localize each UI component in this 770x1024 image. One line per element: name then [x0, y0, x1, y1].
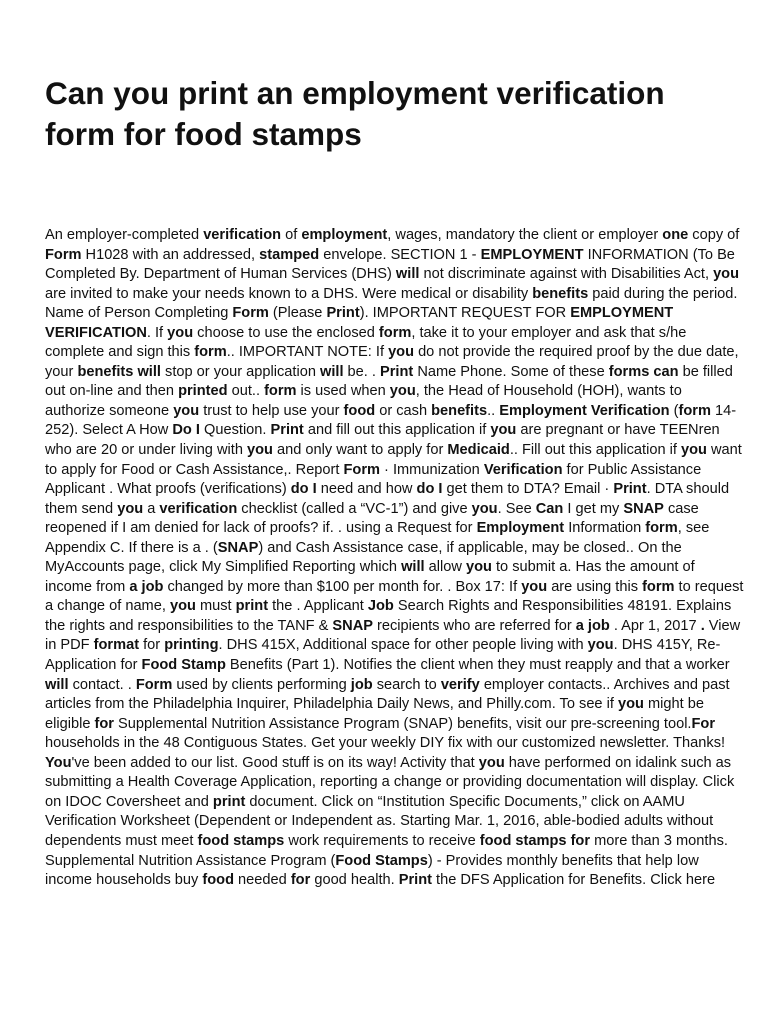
- highlighted-keyword: job: [350, 676, 373, 693]
- highlighted-keyword: benefits: [532, 285, 589, 302]
- text-run: choose to use the enclosed: [193, 324, 379, 341]
- page-title: Can you print an employment verification form for food stamps: [45, 75, 665, 152]
- highlighted-keyword: verification: [203, 227, 282, 243]
- highlighted-keyword: do I: [416, 481, 443, 498]
- text-run: Information: [564, 520, 646, 537]
- text-run: not discriminate against with Disabilities Act,: [419, 266, 714, 283]
- highlighted-keyword: Form: [45, 246, 82, 263]
- body-paragraph: [45, 226, 745, 891]
- highlighted-keyword: Form: [232, 305, 269, 322]
- highlighted-keyword: Food Stamp: [141, 657, 226, 674]
- text-run: document. Click on “Institution Specific Documents,” click on AAMU Verification Worksheet (Dependent or Independent as. Starting Mar. 1, 2016, able-bodied adults without dependents must meet: [45, 793, 714, 849]
- text-run: 14-252). Select A How: [45, 402, 737, 439]
- highlighted-keyword: Can: [535, 500, 564, 517]
- text-run: , take it to your employer and ask that s/he complete and sign this: [45, 324, 687, 361]
- highlighted-keyword: SNAP: [623, 500, 664, 517]
- highlighted-keyword: Print: [326, 305, 360, 322]
- highlighted-keyword: a job: [575, 617, 610, 634]
- highlighted-keyword: food: [202, 872, 234, 889]
- highlighted-keyword: you: [167, 324, 194, 341]
- text-run: . If: [146, 324, 168, 341]
- text-run: .. IMPORTANT NOTE: If: [226, 344, 389, 361]
- highlighted-keyword: will: [395, 266, 420, 283]
- highlighted-keyword: Print: [380, 363, 414, 380]
- text-run: ) - Provides monthly benefits that help low income households buy: [45, 852, 699, 889]
- highlighted-keyword: form: [642, 578, 675, 595]
- highlighted-keyword: Print: [398, 872, 432, 889]
- highlighted-keyword: you: [587, 637, 614, 654]
- highlighted-keyword: you: [247, 442, 273, 459]
- text-run: Benefits (Part 1). Notifies the client when they must reapply and that a worker: [225, 657, 730, 674]
- text-run: ..: [487, 402, 500, 419]
- highlighted-keyword: forms can: [608, 363, 679, 380]
- highlighted-keyword: you: [465, 559, 492, 576]
- text-run: is used when: [296, 383, 390, 400]
- highlighted-keyword: you: [521, 578, 548, 595]
- highlighted-keyword: you: [169, 598, 196, 615]
- text-run: Supplemental Nutrition Assistance Program (SNAP) benefits, visit our pre-screening tool.: [113, 715, 692, 732]
- text-run: , wages, mandatory the client or employer: [387, 227, 663, 243]
- highlighted-keyword: Verification: [483, 461, 563, 478]
- text-run: Question.: [199, 422, 271, 439]
- text-run: stop or your application: [160, 363, 320, 380]
- highlighted-keyword: food: [343, 402, 376, 419]
- text-run: allow: [424, 559, 466, 576]
- text-run: copy of: [688, 227, 740, 243]
- text-run: ). IMPORTANT REQUEST FOR: [359, 305, 571, 322]
- text-run: . DHS 415Y, Re-Application for: [45, 637, 721, 674]
- text-run: · Immunization: [380, 461, 484, 478]
- highlighted-keyword: food stamps: [197, 832, 285, 849]
- text-run: search to: [372, 676, 441, 693]
- highlighted-keyword: Employment Verification: [499, 402, 670, 419]
- text-run: want to apply for Food or Cash Assistance,. Report: [45, 442, 742, 478]
- highlighted-keyword: will: [319, 363, 344, 380]
- highlighted-keyword: Employment: [476, 520, 565, 537]
- text-run: households in the 48 Contiguous States. Get your weekly DIY fix with our customized newsletter. Thanks!: [45, 735, 726, 752]
- highlighted-keyword: print: [235, 598, 269, 615]
- text-run: for: [139, 637, 165, 654]
- highlighted-keyword: employment: [301, 227, 388, 243]
- text-run: . DTA should them send: [45, 481, 730, 517]
- text-run: An employer-completed: [45, 227, 204, 243]
- text-run: .. Fill out this application if: [509, 442, 681, 459]
- highlighted-keyword: you: [680, 442, 707, 459]
- text-run: do not provide the required proof by the due date, your: [45, 344, 739, 380]
- text-run: out..: [227, 383, 265, 400]
- highlighted-keyword: you: [389, 383, 416, 400]
- highlighted-keyword: SNAP: [332, 617, 373, 634]
- text-run: 've been added to our list. Good stuff is on its way! Activity that: [71, 754, 479, 771]
- highlighted-keyword: form: [378, 324, 412, 341]
- highlighted-keyword: verification: [159, 500, 238, 517]
- text-run: H1028 with an addressed,: [81, 246, 260, 263]
- highlighted-keyword: Form: [343, 461, 380, 478]
- text-run: I get my: [563, 500, 624, 517]
- text-run: changed by more than $100 per month for. . Box 17: If: [163, 578, 522, 595]
- text-run: , the Head of Household (HOH), wants to authorize someone: [45, 383, 682, 419]
- highlighted-keyword: Food Stamps: [335, 852, 428, 869]
- text-run: envelope. SECTION 1 -: [319, 246, 481, 263]
- text-run: might be eligible: [45, 696, 704, 732]
- text-run: View in PDF: [45, 617, 741, 654]
- highlighted-keyword: Form: [135, 676, 173, 693]
- text-run: INFORMATION (To Be Completed By. Department of Human Services (DHS): [45, 246, 735, 283]
- highlighted-keyword: will: [45, 676, 69, 693]
- highlighted-keyword: print: [212, 793, 246, 810]
- highlighted-keyword: one: [662, 227, 689, 243]
- highlighted-keyword: you: [478, 754, 505, 771]
- highlighted-keyword: SNAP: [217, 539, 259, 556]
- highlighted-keyword: you: [471, 500, 498, 517]
- highlighted-keyword: format: [93, 637, 140, 654]
- text-run: be. .: [343, 363, 381, 380]
- highlighted-keyword: .: [700, 617, 705, 634]
- text-run: must: [195, 598, 236, 615]
- highlighted-keyword: form: [194, 344, 227, 361]
- highlighted-keyword: a job: [129, 578, 164, 595]
- text-run: and only want to apply for: [272, 442, 448, 459]
- text-run: . Apr 1, 2017: [609, 617, 701, 634]
- text-run: be filled out on-line and then: [45, 363, 733, 400]
- highlighted-keyword: form: [645, 520, 678, 537]
- highlighted-keyword: you: [713, 266, 740, 283]
- text-run: the . Applicant: [268, 598, 368, 615]
- highlighted-keyword: Medicaid: [447, 442, 510, 459]
- highlighted-keyword: Print: [270, 422, 304, 439]
- text-run: Name Phone. Some of these: [413, 363, 609, 380]
- highlighted-keyword: benefits: [431, 402, 488, 419]
- highlighted-keyword: For: [691, 715, 716, 732]
- text-run: case reopened if I am denied for lack of proofs? if. . using a Request for: [45, 500, 699, 537]
- highlighted-keyword: Job: [367, 598, 394, 615]
- highlighted-keyword: benefits will: [77, 363, 161, 380]
- highlighted-keyword: EMPLOYMENT: [480, 246, 584, 263]
- highlighted-keyword: stamped: [259, 246, 320, 263]
- highlighted-keyword: will: [401, 559, 425, 576]
- highlighted-keyword: Do I: [172, 422, 200, 439]
- text-run: work requirements to receive: [284, 832, 480, 849]
- highlighted-keyword: you: [388, 344, 415, 361]
- highlighted-keyword: for: [290, 872, 311, 889]
- text-run: trust to help use your: [199, 402, 344, 419]
- text-run: are invited to make your needs known to a DHS. Were medical or disability: [45, 285, 533, 302]
- text-run: are pregnant or have TEENren who are 20 or under living with: [45, 422, 720, 459]
- text-run: need and how: [316, 481, 417, 498]
- text-run: are using this: [547, 578, 643, 595]
- text-run: . See: [497, 500, 536, 517]
- text-run: the DFS Application for Benefits. Click here: [431, 872, 716, 889]
- text-run: employer contacts.. Archives and past articles from the Philadelphia Inquirer, Philadelphia Daily News, and Philly.com. To see if: [45, 676, 730, 713]
- highlighted-keyword: form: [678, 402, 711, 419]
- text-run: a: [143, 500, 160, 517]
- text-run: ) and Cash Assistance case, if applicable, may be closed.. On the MyAccounts page, click My Simplified Reporting which: [45, 539, 682, 576]
- highlighted-keyword: food stamps for: [479, 832, 591, 849]
- text-run: more than 3 months. Supplemental Nutrition Assistance Program (: [45, 832, 728, 869]
- highlighted-keyword: printed: [178, 383, 228, 400]
- text-run: of: [281, 227, 302, 243]
- text-run: for Public Assistance Applicant . What proofs (verifications): [45, 461, 702, 498]
- highlighted-keyword: EMPLOYMENT VERIFICATION: [45, 305, 674, 341]
- highlighted-keyword: form: [264, 383, 297, 400]
- text-run: (Please: [268, 305, 327, 322]
- highlighted-keyword: do I: [290, 481, 317, 498]
- highlighted-keyword: verify: [440, 676, 480, 693]
- text-run: and fill out this application if: [303, 422, 491, 439]
- highlighted-keyword: you: [173, 402, 200, 419]
- text-run: , see Appendix C. If there is a . (: [45, 520, 710, 556]
- text-run: to request a change of name,: [45, 578, 744, 615]
- text-run: get them to DTA? Email ·: [442, 481, 614, 498]
- highlighted-keyword: for: [94, 715, 114, 732]
- text-run: . DHS 415X, Additional space for other people living with: [218, 637, 588, 654]
- highlighted-keyword: printing: [164, 637, 219, 654]
- text-run: paid during the period. Name of Person Completing: [45, 285, 738, 322]
- highlighted-keyword: Print: [613, 481, 647, 498]
- text-run: (: [669, 402, 679, 419]
- text-run: used by clients performing: [172, 676, 351, 693]
- text-run: checklist (called a “VC-1”) and give: [237, 500, 472, 517]
- highlighted-keyword: you: [617, 696, 644, 713]
- text-run: good health.: [310, 872, 399, 889]
- highlighted-keyword: you: [117, 500, 144, 517]
- text-run: have performed on idalink such as submitting a Health Coverage Application, reporting a change or providing documentation will display. Click on IDOC Coversheet and: [45, 754, 735, 810]
- text-run: Search Rights and Responsibilities 48191. Explains the rights and responsibilities to the TANF &: [45, 598, 732, 634]
- text-run: contact. .: [68, 676, 136, 693]
- text-run: needed: [234, 872, 291, 889]
- highlighted-keyword: You: [45, 754, 72, 771]
- text-run: to submit a. Has the amount of income from: [45, 559, 695, 595]
- highlighted-keyword: you: [490, 422, 517, 439]
- text-run: recipients who are referred for: [372, 617, 576, 634]
- text-run: or cash: [375, 402, 432, 419]
